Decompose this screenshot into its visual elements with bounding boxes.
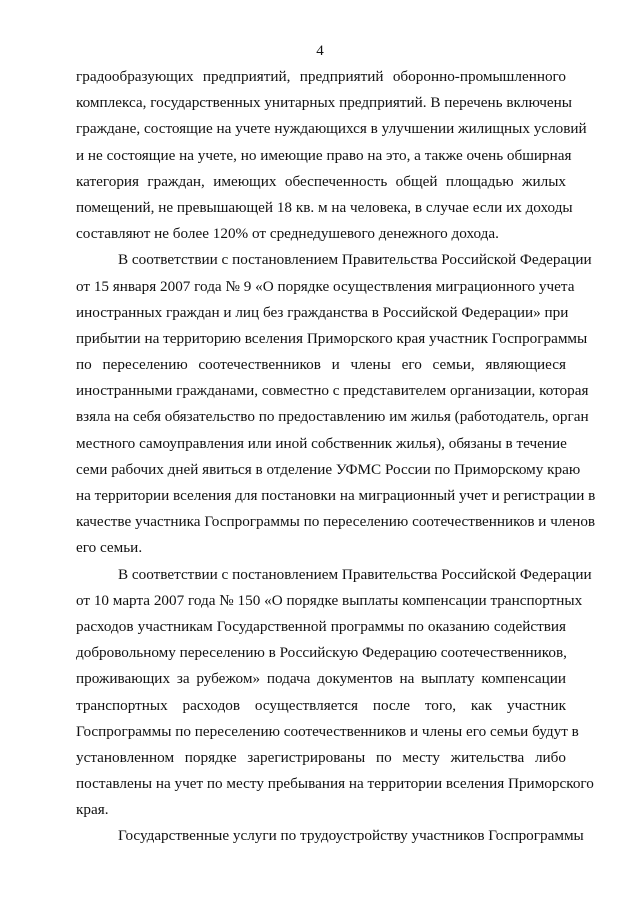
text-line: расходов участникам Государственной программы по оказанию содействия xyxy=(76,617,566,635)
text-line: поставлены на учет по месту пребывания на территории вселения Приморского xyxy=(76,775,594,793)
text-line: добровольному переселению в Российскую Федерацию соотечественников, xyxy=(76,644,567,662)
paragraph-1 xyxy=(76,64,587,247)
text-line: помещений, не превышающей 18 кв. м на человека, в случае если их доходы xyxy=(76,198,573,216)
text-line: В соответствии с постановлением Правительства Российской Федерации xyxy=(118,251,592,269)
text-line: транспортных расходов осуществляется после того, как участник xyxy=(76,696,566,714)
text-line: Государственные услуги по трудоустройству участников Госпрограммы xyxy=(118,827,584,845)
text-line: Госпрограммы по переселению соотечественников и члены его семьи будут в xyxy=(76,722,579,740)
text-line: категория граждан, имеющих обеспеченность общей площадью жилых xyxy=(76,172,566,190)
text-line: и не состоящие на учете, но имеющие право на это, а также очень обширная xyxy=(76,146,572,164)
text-line: комплекса, государственных унитарных предприятий. В перечень включены xyxy=(76,94,572,112)
text-line: иностранных граждан и лиц без гражданства в Российской Федерации» при xyxy=(76,303,569,321)
paragraph-3 xyxy=(76,562,594,824)
text-line: его семьи. xyxy=(76,539,143,557)
text-line: края. xyxy=(76,801,109,819)
text-line: В соответствии с постановлением Правительства Российской Федерации xyxy=(118,565,592,583)
text-line: градообразующих предприятий, предприятий оборонно-промышленного xyxy=(76,68,566,85)
text-line: граждане, состоящие на учете нуждающихся в улучшении жилищных условий xyxy=(76,120,587,138)
document-body xyxy=(76,64,596,850)
paragraph-2 xyxy=(76,247,596,561)
text-line: местного самоуправления или иной собственник жилья), обязаны в течение xyxy=(76,434,567,452)
text-line: на территории вселения для постановки на миграционный учет и регистрации в xyxy=(76,487,596,504)
text-line: установленном порядке зарегистрированы по месту жительства либо xyxy=(76,748,566,766)
text-line: качестве участника Госпрограммы по переселению соотечественников и членов xyxy=(76,513,596,531)
text-line: прибытии на территорию вселения Приморского края участник Госпрограммы xyxy=(76,329,588,347)
text-line: составляют не более 120% от среднедушевого денежного дохода. xyxy=(76,225,499,243)
text-line: от 15 января 2007 года № 9 «О порядке осуществления миграционного учета xyxy=(76,277,575,295)
paragraph-4 xyxy=(76,823,584,849)
text-line: от 10 марта 2007 года № 150 «О порядке выплаты компенсации транспортных xyxy=(76,591,583,609)
text-line: семи рабочих дней явиться в отделение УФМС России по Приморскому краю xyxy=(76,460,581,478)
text-line: иностранными гражданами, совместно с представителем организации, которая xyxy=(76,382,589,400)
text-line: по переселению соотечественников и члены его семьи, являющиеся xyxy=(76,356,566,374)
text-line: взяла на себя обязательство по предоставлению им жилья (работодатель, орган xyxy=(76,408,589,426)
text-line: проживающих за рубежом» подача документов на выплату компенсации xyxy=(76,670,566,688)
page-number: 4 xyxy=(316,43,324,59)
